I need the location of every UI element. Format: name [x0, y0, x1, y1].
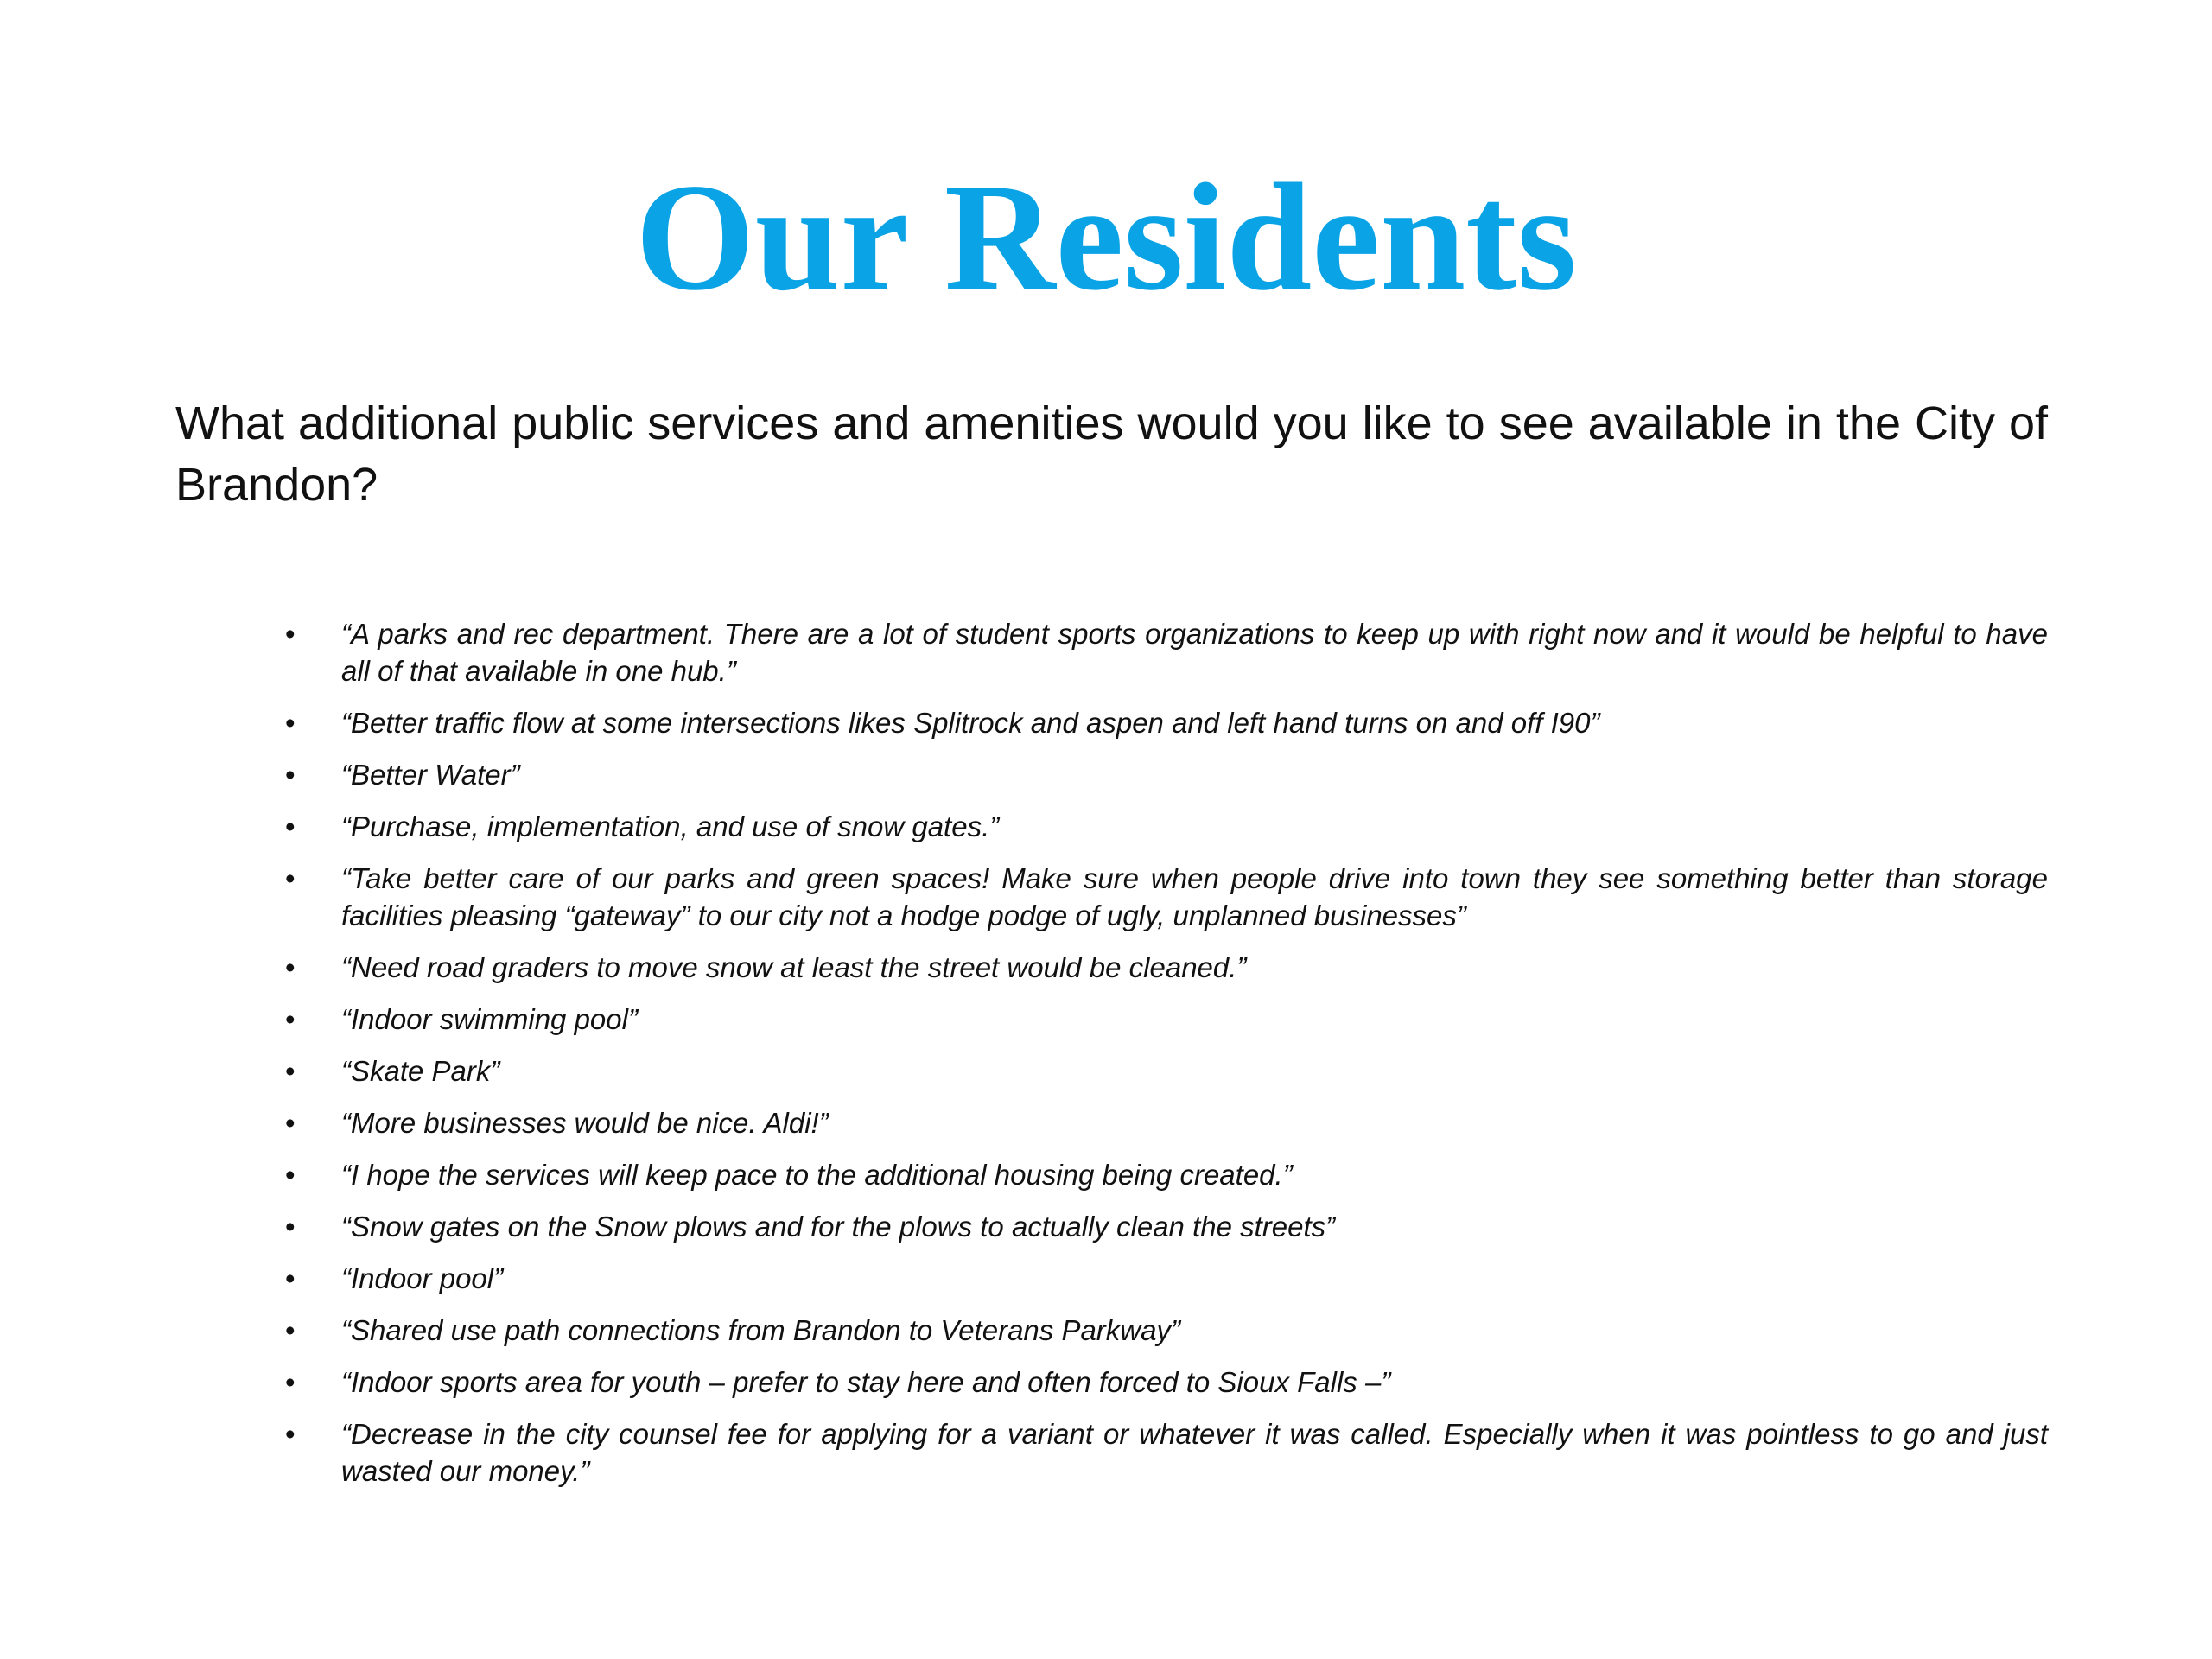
quote-text: “Indoor swimming pool”	[341, 1003, 638, 1035]
quote-text: “Better Water”	[341, 759, 520, 791]
quote-text: “Need road graders to move snow at least the street would be cleaned.”	[341, 951, 1247, 983]
quote-item	[276, 1363, 2048, 1401]
quote-text: “Skate Park”	[341, 1055, 500, 1087]
bullet-icon: •	[285, 810, 296, 842]
bullet-icon: •	[285, 1211, 296, 1243]
bullet-icon: •	[285, 618, 296, 650]
quote-text: “I hope the services will keep pace to the additional housing being created.”	[341, 1159, 1293, 1191]
bullet-icon: •	[285, 1418, 296, 1450]
quote-item	[276, 860, 2048, 934]
bullet-icon: •	[285, 1003, 296, 1035]
quote-item	[276, 1052, 2048, 1090]
quote-text: “A parks and rec department. There are a lot of student sports organizations to keep up with right now and it would be helpful to have all of that available in one hub.”	[341, 618, 2048, 687]
quote-item	[276, 1156, 2048, 1193]
survey-question: What additional public services and amenities would you like to see available in the City of Brandon?	[175, 397, 2048, 511]
quote-item	[276, 704, 2048, 741]
bullet-icon: •	[285, 1314, 296, 1346]
bullet-icon: •	[285, 1055, 296, 1087]
quote-text: “Purchase, implementation, and use of snow gates.”	[341, 810, 1000, 842]
bullet-icon: •	[285, 1159, 296, 1191]
quote-text: “More businesses would be nice. Aldi!”	[341, 1107, 829, 1139]
quote-item	[276, 756, 2048, 793]
quote-item	[276, 949, 2048, 986]
bullet-icon: •	[285, 1366, 296, 1398]
quote-text: “Decrease in the city counsel fee for applying for a variant or whatever it was called. Especially when it was pointless to go and just wasted our money.”	[341, 1418, 2048, 1487]
quote-item	[276, 1415, 2048, 1490]
bullet-icon: •	[285, 759, 296, 791]
quote-item	[276, 808, 2048, 845]
quote-text: “Shared use path connections from Brandon to Veterans Parkway”	[341, 1314, 1180, 1346]
quote-text: “Snow gates on the Snow plows and for the plows to actually clean the streets”	[341, 1211, 1336, 1243]
quote-text: “Indoor pool”	[341, 1262, 504, 1294]
bullet-icon: •	[285, 951, 296, 983]
quote-text: “Indoor sports area for youth – prefer to stay here and often forced to Sioux Falls –”	[341, 1366, 1391, 1398]
quote-item	[276, 615, 2048, 690]
bullet-icon: •	[285, 707, 296, 739]
quote-item	[276, 1208, 2048, 1245]
slide-title: Our Residents	[635, 151, 1577, 322]
bullet-icon: •	[285, 862, 296, 894]
bullet-icon: •	[285, 1107, 296, 1139]
quote-text: “Better traffic flow at some intersections likes Splitrock and aspen and left hand turns on and off I90”	[341, 707, 1600, 739]
resident-quotes-list	[276, 615, 2048, 1504]
quote-item	[276, 1260, 2048, 1297]
quote-item	[276, 1312, 2048, 1349]
bullet-icon: •	[285, 1262, 296, 1294]
quote-item	[276, 1104, 2048, 1141]
quote-item	[276, 1001, 2048, 1038]
quote-text: “Take better care of our parks and green spaces! Make sure when people drive into town they see something better than storage facilities pleasing “gateway” to our city not a hodge podge of ugly, unplanned businesses”	[341, 862, 2048, 931]
